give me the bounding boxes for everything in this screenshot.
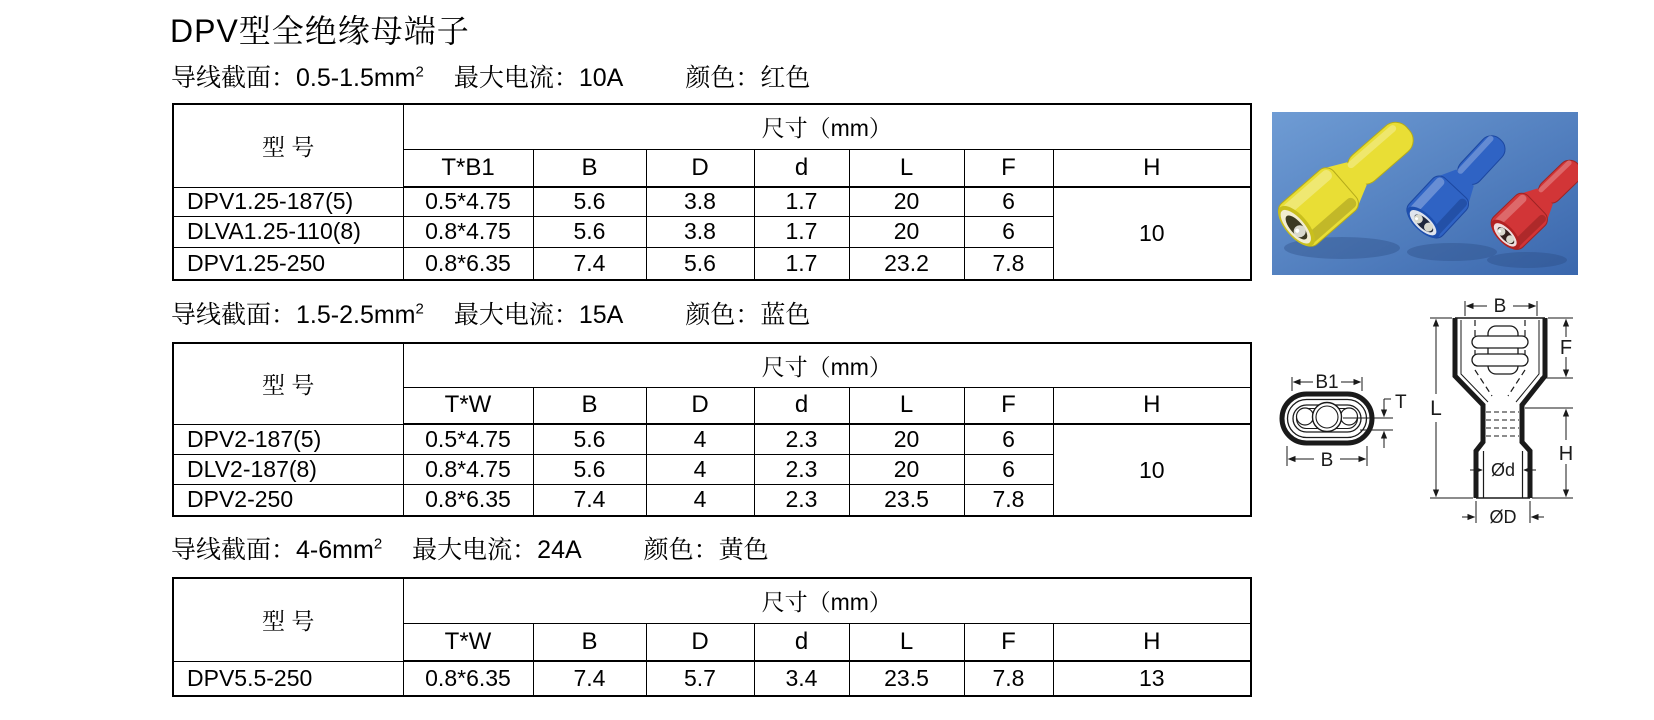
dim-label-b1: B1 bbox=[1315, 372, 1339, 393]
subheader-cell: d bbox=[754, 387, 849, 424]
model-cell: DLVA1.25-110(8) bbox=[173, 216, 403, 247]
wire-section-value: 4-6mm bbox=[296, 536, 374, 564]
wire-section-label: 导线截面： bbox=[171, 536, 297, 564]
value-cell: 5.6 bbox=[533, 424, 646, 454]
subheader-cell: D bbox=[646, 623, 754, 661]
model-cell: DPV1.25-250 bbox=[173, 247, 403, 280]
subheader-cell: H bbox=[1053, 623, 1251, 661]
value-cell: 13 bbox=[1053, 661, 1251, 696]
value-cell: 0.5*4.75 bbox=[403, 424, 533, 454]
table-row bbox=[173, 187, 1251, 216]
value-cell: 3.8 bbox=[646, 216, 754, 247]
model-header-cell: 型 号 bbox=[173, 104, 403, 187]
value-cell: 2.3 bbox=[754, 484, 849, 516]
max-current-label: 最大电流： bbox=[412, 536, 538, 564]
max-current-value: 10A bbox=[578, 64, 624, 92]
color-value: 红色 bbox=[760, 64, 811, 92]
subheader-cell: B bbox=[533, 623, 646, 661]
dim-label-d-inner: Ød bbox=[1490, 460, 1516, 480]
wire-section-value: 0.5-1.5mm bbox=[296, 64, 416, 92]
value-cell: 0.8*4.75 bbox=[403, 454, 533, 484]
value-cell: 5.6 bbox=[533, 454, 646, 484]
value-cell: 7.4 bbox=[533, 484, 646, 516]
model-cell: DPV5.5-250 bbox=[173, 661, 403, 696]
dimension-table-1 bbox=[172, 103, 1252, 281]
spec-line-3 bbox=[171, 530, 769, 566]
page-title: DPV型全绝缘母端子 bbox=[170, 13, 470, 49]
dim-label-t: T bbox=[1395, 392, 1407, 413]
wire-section-exponent: 2 bbox=[415, 63, 424, 81]
max-current-value: 15A bbox=[578, 301, 624, 329]
value-cell: 0.8*6.35 bbox=[403, 661, 533, 696]
dimension-table-2 bbox=[172, 342, 1252, 517]
wire-section-label: 导线截面： bbox=[171, 64, 297, 92]
model-header-cell: 型 号 bbox=[173, 578, 403, 661]
wire-section-label: 导线截面： bbox=[171, 301, 297, 329]
value-cell: 3.4 bbox=[754, 661, 849, 696]
value-cell: 0.8*6.35 bbox=[403, 247, 533, 280]
value-cell: 6 bbox=[964, 424, 1053, 454]
subheader-cell: L bbox=[849, 387, 964, 424]
value-cell: 5.6 bbox=[533, 216, 646, 247]
dim-label-b-top: B bbox=[1493, 296, 1507, 317]
wire-section-exponent: 2 bbox=[415, 300, 424, 318]
value-cell: 2.3 bbox=[754, 424, 849, 454]
subheader-cell: B bbox=[533, 387, 646, 424]
value-cell: 6 bbox=[964, 187, 1053, 216]
value-cell: 7.8 bbox=[964, 247, 1053, 280]
wire-section-value: 1.5-2.5mm bbox=[296, 301, 416, 329]
value-cell: 20 bbox=[849, 216, 964, 247]
value-cell: 5.6 bbox=[646, 247, 754, 280]
value-cell: 0.8*4.75 bbox=[403, 216, 533, 247]
value-cell: 1.7 bbox=[754, 216, 849, 247]
subheader-cell: F bbox=[964, 623, 1053, 661]
value-cell: 20 bbox=[849, 187, 964, 216]
value-cell: 20 bbox=[849, 454, 964, 484]
h-merged-cell: 10 bbox=[1053, 187, 1251, 280]
value-cell: 7.8 bbox=[964, 661, 1053, 696]
value-cell: 7.8 bbox=[964, 484, 1053, 516]
table-row bbox=[173, 661, 1251, 696]
h-merged-cell: 10 bbox=[1053, 424, 1251, 516]
subheader-cell: D bbox=[646, 149, 754, 187]
dim-header-cell: 尺寸（mm） bbox=[403, 578, 1251, 623]
color-label: 颜色： bbox=[685, 64, 761, 92]
subheader-cell: L bbox=[849, 149, 964, 187]
side-view-drawing bbox=[1430, 296, 1573, 527]
subheader-cell: d bbox=[754, 149, 849, 187]
value-cell: 6 bbox=[964, 454, 1053, 484]
dimension-table-3 bbox=[172, 577, 1252, 697]
value-cell: 7.4 bbox=[533, 247, 646, 280]
model-header-cell: 型 号 bbox=[173, 343, 403, 424]
front-view-drawing bbox=[1282, 372, 1407, 471]
model-cell: DPV1.25-187(5) bbox=[173, 187, 403, 216]
dim-label-f: F bbox=[1559, 337, 1573, 359]
dim-header-cell: 尺寸（mm） bbox=[403, 104, 1251, 149]
max-current-label: 最大电流： bbox=[453, 301, 579, 329]
value-cell: 5.7 bbox=[646, 661, 754, 696]
value-cell: 4 bbox=[646, 424, 754, 454]
value-cell: 4 bbox=[646, 484, 754, 516]
table-row bbox=[173, 104, 1251, 149]
dim-label-h: H bbox=[1558, 443, 1574, 465]
subheader-cell: L bbox=[849, 623, 964, 661]
value-cell: 3.8 bbox=[646, 187, 754, 216]
value-cell: 2.3 bbox=[754, 454, 849, 484]
wire-section-exponent: 2 bbox=[373, 535, 383, 553]
value-cell: 1.7 bbox=[754, 247, 849, 280]
spec-line-1 bbox=[171, 58, 810, 94]
value-cell: 0.8*6.35 bbox=[403, 484, 533, 516]
product-photo bbox=[1272, 112, 1578, 275]
color-label: 颜色： bbox=[643, 536, 719, 564]
subheader-cell: T*W bbox=[403, 623, 533, 661]
max-current-value: 24A bbox=[537, 536, 582, 564]
dim-label-d-outer: ØD bbox=[1489, 507, 1517, 527]
color-label: 颜色： bbox=[685, 301, 761, 329]
dim-header-cell: 尺寸（mm） bbox=[403, 343, 1251, 387]
subheader-cell: D bbox=[646, 387, 754, 424]
value-cell: 6 bbox=[964, 216, 1053, 247]
table-row bbox=[173, 578, 1251, 623]
value-cell: 5.6 bbox=[533, 187, 646, 216]
value-cell: 0.5*4.75 bbox=[403, 187, 533, 216]
table-row bbox=[173, 424, 1251, 454]
value-cell: 23.5 bbox=[849, 484, 964, 516]
color-value: 蓝色 bbox=[760, 301, 811, 329]
table-row bbox=[173, 343, 1251, 387]
subheader-cell: B bbox=[533, 149, 646, 187]
value-cell: 1.7 bbox=[754, 187, 849, 216]
subheader-cell: T*B1 bbox=[403, 149, 533, 187]
value-cell: 4 bbox=[646, 454, 754, 484]
value-cell: 20 bbox=[849, 424, 964, 454]
value-cell: 7.4 bbox=[533, 661, 646, 696]
dim-label-b-bottom: B bbox=[1320, 450, 1334, 471]
subheader-cell: F bbox=[964, 149, 1053, 187]
dim-label-l: L bbox=[1430, 397, 1442, 420]
value-cell: 23.5 bbox=[849, 661, 964, 696]
dimension-diagram bbox=[1240, 290, 1630, 550]
value-cell: 23.2 bbox=[849, 247, 964, 280]
spec-line-2 bbox=[171, 295, 810, 331]
model-cell: DPV2-187(5) bbox=[173, 424, 403, 454]
subheader-cell: H bbox=[1053, 387, 1251, 424]
model-cell: DPV2-250 bbox=[173, 484, 403, 516]
subheader-cell: H bbox=[1053, 149, 1251, 187]
model-cell: DLV2-187(8) bbox=[173, 454, 403, 484]
max-current-label: 最大电流： bbox=[453, 64, 579, 92]
color-value: 黄色 bbox=[718, 536, 769, 564]
subheader-cell: d bbox=[754, 623, 849, 661]
subheader-cell: F bbox=[964, 387, 1053, 424]
subheader-cell: T*W bbox=[403, 387, 533, 424]
